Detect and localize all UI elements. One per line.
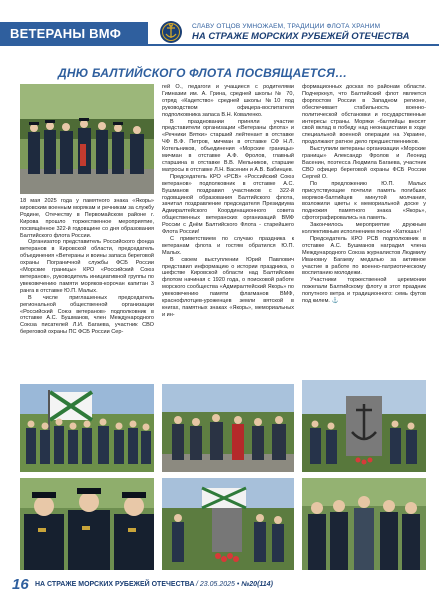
paragraph (302, 277, 426, 305)
photo-officers-portrait (20, 478, 154, 570)
paragraph: По предложению Ю.П. Малых присутствующие почтили память погибших моряков-балтийцев минутой молчания, возложили цветы к мемориальной доске у подножия памятного знака «Якорь», сфотографировались на память. (302, 180, 426, 222)
paragraph: Председатель КРО «РСВ» «Российский Союз ветеранов» подполковник в отставке А.С. Бушманов поздравил участников с 322-й годовщиной образования Балтийского флота, зачитал поздравление председателя Президиума Адмиралтейского Координационного совета общественных ветеранских организаций ВМФ России с Днём Балтийского Флота - старейшего Флота России! (162, 173, 294, 236)
photo-speakers-ceremony (162, 384, 294, 472)
paragraph: Председатель КРО РСВ подполковник в отставке А.С. Бушманов наградил члена Международного Союза журналистов Людмилу Ивановну Багаеву медалью за активное участие в работе по военно-патриотическому воспитанию молодежи. (302, 235, 426, 277)
paragraph: С приветствием по случаю праздника к ветеранам флота и гостям обратился Ю.П. Малых. (162, 235, 294, 256)
anchor-end-icon: ⚓ (331, 298, 339, 305)
paragraph: В своем выступлении Юрий Павлович представил информацию о истории праздника, о шефстве Кировской области над Балтийским флотом начиная с 1920 года, о поисковой работе морского сообщества «Адмиралтейский Якорь» по увековечению памяти флагманов ВМФ, краснофлотцев-уроженцев земли вятской в книгах, памятных знаках «Якорь», мемориальных и ин- (162, 256, 294, 318)
photo-memorial-anchor (302, 380, 426, 472)
paragraph: гей О., педагоги и учащиеся с родителями Гимназии им. А. Грина, средней школы № 70, отряд «Кадетство» средней школы №10 под руководством офицера-воспитателя подполковника запаса В.Н. Коваленко. (162, 84, 294, 118)
paragraph-text: Участники торжественной церемонии пожелали Балтийскому флоту в этот праздник попутного ветра и традиционного: семь футов под килем. (302, 277, 426, 305)
page-number: 16 (12, 576, 29, 593)
naval-emblem-icon (159, 20, 183, 44)
section-rubric: ВЕТЕРАНЫ ВМФ (0, 22, 148, 46)
paragraph: Закончилось мероприятие дружным коллективным исполнением песни «Катюша»! (302, 222, 426, 236)
page-header (0, 0, 439, 52)
footer-masthead: НА СТРАЖЕ МОРСКИХ РУБЕЖЕЙ ОТЕЧЕСТВА (35, 581, 195, 588)
text-column-3 (302, 84, 426, 305)
text-column-1 (20, 198, 154, 336)
paragraph: Выступили ветераны организации «Морские границы» Александр Фролов и Леонид Васенин, поэтесса Людмила Багаева, участник СВО офицер береговой охраны ФСБ России Сергей О. (302, 146, 426, 180)
article-headline: ДНЮ БАЛТИЙСКОГО ФЛОТА ПОСВЯЩАЕТСЯ… (58, 66, 348, 80)
paragraph: 18 мая 2025 года у памятного знака «Якорь» кировским военным морякам и речникам за службу Родине, Отечеству в Первомайском районе г. Кирова прошло торжественное мероприятие, посвящённое 322-й годовщине со дня образования Балтийского флота России. (20, 198, 154, 239)
footer-issue-number: №20(114) (241, 581, 273, 588)
photo-flowers-laying (162, 478, 294, 570)
header-divider (0, 44, 439, 46)
page-footer (0, 575, 439, 597)
header-slogan: СЛАВУ ОТЦОВ УМНОЖАЕМ, ТРАДИЦИИ ФЛОТА ХРАНИМ (192, 23, 381, 30)
footer-issue-info (196, 581, 273, 588)
footer-date: / 23.05.2025 • (196, 581, 242, 588)
text-column-2 (162, 84, 294, 319)
photo-group-with-flag (20, 384, 154, 472)
photo-ceremony-sailors (20, 84, 154, 194)
paragraph: В числе приглашенных председатель региональной общественной организации «Российский Союз ветеранов» подполковник в отставке А.С. Бушманов, член Международного Союза писателей Л.И. Багаева, участник СВО береговой охраны ПС ФСБ России Сер- (20, 294, 154, 336)
paragraph: формационных досках по районам области. Подчеркнул, что Балтийский флот является форпостом России в Западном регионе, обеспечивает стабильность военно-политической обстановки и государственные интересы страны. Моряки -балтийцы вносят свой вклад в победу над неонацистами в ходе специальной военной операции на Украине, продолжают ратное дело предшественников. (302, 84, 426, 146)
header-masthead: НА СТРАЖЕ МОРСКИХ РУБЕЖЕЙ ОТЕЧЕСТВА (192, 31, 410, 42)
paragraph: Организатор представитель Российского фонда ветеранов в Кировской области, председатель объединения «Ветераны и воины запаса береговой охраны Пограничной службы ФСБ России «Морские границы» КРО «Российский Союз ветеранов», руководитель инициативной группы по увековечению памяти моряков-корочан капитан 3 ранга в отставке Ю.П. Малых. (20, 239, 154, 294)
paragraph: В праздновании приняли участие представители организации «Ветераны флота» и «Речники Вятки» старший лейтенант в отставке ЧФ В.Ф. Петров, мичман в отставке СФ Н.Л. Котельников, объединения «Морские границы» мичман в отставке А.Ф. Фролов, главный старшина в отставке В.В. Мельников, старшие матросы в отставке Л.Н. Васенин и А.В. Бабинцев. (162, 118, 294, 173)
photo-veterans-group (302, 478, 426, 570)
